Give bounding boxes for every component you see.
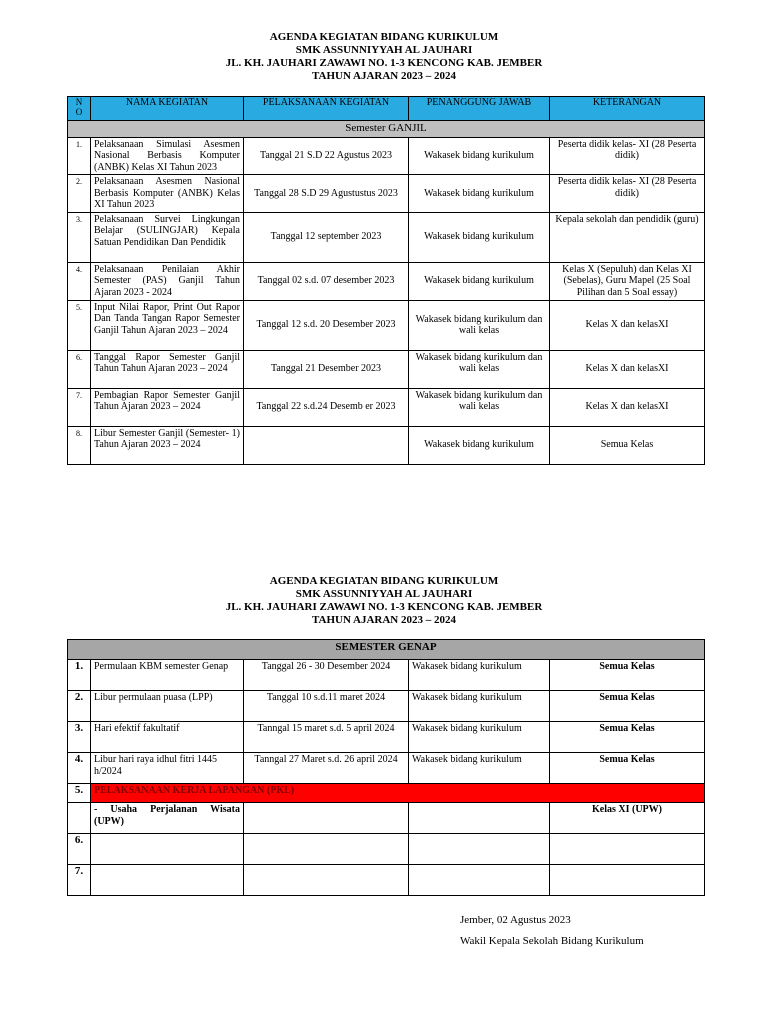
table-row — [68, 388, 705, 426]
table-row — [68, 753, 705, 784]
activity-date: Tanggal 28 S.D 29 Agustustus 2023 — [244, 175, 409, 213]
row-number: 7. — [68, 388, 91, 426]
person-in-charge: Wakasek bidang kurikulum — [409, 722, 550, 753]
activity-date: Tanggal 21 Desember 2023 — [244, 350, 409, 388]
header-address: JL. KH. JAUHARI ZAWAWI NO. 1-3 KENCONG KAB. JEMBER — [225, 601, 543, 613]
table-row — [68, 834, 705, 865]
activity-name: - Usaha Perjalanan Wisata (UPW) — [91, 803, 244, 834]
activity-date: Tanggal 12 september 2023 — [244, 212, 409, 262]
activity-date — [244, 803, 409, 834]
row-number: 5. — [68, 300, 91, 350]
column-header-no: N O — [68, 97, 91, 121]
activity-date — [244, 426, 409, 464]
table-row — [68, 350, 705, 388]
activity-date: Tanggal 22 s.d.24 Desemb er 2023 — [244, 388, 409, 426]
person-in-charge: Wakasek bidang kurikulum — [409, 753, 550, 784]
person-in-charge: Wakasek bidang kurikulum — [409, 137, 550, 175]
activity-name: Pembagian Rapor Semester Ganjil Tahun Ajaran 2023 – 2024 — [91, 388, 244, 426]
activity-name: Pelaksanaan Survei Lingkungan Belajar (SULINGJAR) Kepala Satuan Pendidikan Dan Pendidik — [91, 212, 244, 262]
remarks: Kelas X dan kelasXI — [550, 300, 705, 350]
person-in-charge: Wakasek bidang kurikulum dan wali kelas — [409, 300, 550, 350]
header-year: TAHUN AJARAN 2023 – 2024 — [311, 70, 457, 82]
person-in-charge: Wakasek bidang kurikulum — [409, 212, 550, 262]
table-row — [68, 262, 705, 300]
activity-date: Tanggal 21 S.D 22 Agustus 2023 — [244, 137, 409, 175]
row-number: 2. — [68, 691, 91, 722]
row-number: 6. — [68, 350, 91, 388]
activity-name: Tanggal Rapor Semester Ganjil Tahun Tahun Ajaran 2023 – 2024 — [91, 350, 244, 388]
table-row — [68, 722, 705, 753]
person-in-charge: Wakasek bidang kurikulum dan wali kelas — [409, 350, 550, 388]
activity-name: Hari efektif fakultatif — [91, 722, 244, 753]
table-row — [68, 300, 705, 350]
column-header-penanggung: PENANGGUNG JAWAB — [409, 97, 550, 121]
agenda-table-ganjil — [67, 96, 705, 465]
person-in-charge — [409, 834, 550, 865]
activity-date: Tanggal 02 s.d. 07 desember 2023 — [244, 262, 409, 300]
activity-date — [244, 834, 409, 865]
person-in-charge: Wakasek bidang kurikulum — [409, 175, 550, 213]
row-number: 5. — [68, 784, 91, 803]
table-row — [68, 865, 705, 896]
remarks: Semua Kelas — [550, 722, 705, 753]
remarks: Semua Kelas — [550, 660, 705, 691]
remarks: Peserta didik kelas- XI (28 Peserta didik) — [550, 137, 705, 175]
remarks: Kelas X dan kelasXI — [550, 350, 705, 388]
row-number: 4. — [68, 753, 91, 784]
agenda-table-genap — [67, 639, 705, 896]
table-row — [68, 137, 705, 175]
activity-name: Permulaan KBM semester Genap — [91, 660, 244, 691]
remarks: Peserta didik kelas- XI (28 Peserta didik) — [550, 175, 705, 213]
person-in-charge: Wakasek bidang kurikulum dan wali kelas — [409, 388, 550, 426]
header-title: AGENDA KEGIATAN BIDANG KURIKULUM — [269, 575, 499, 587]
row-number: 7. — [68, 865, 91, 896]
remarks — [550, 834, 705, 865]
remarks: Kelas XI (UPW) — [550, 803, 705, 834]
activity-date: Tanngal 27 Maret s.d. 26 april 2024 — [244, 753, 409, 784]
table-row — [68, 691, 705, 722]
activity-name: Libur hari raya idhul fitri 1445 h/2024 — [91, 753, 244, 784]
remarks: Semua Kelas — [550, 691, 705, 722]
header-school: SMK ASSUNNIYYAH AL JAUHARI — [295, 588, 473, 600]
document-header-2 — [0, 575, 768, 627]
activity-date — [244, 865, 409, 896]
activity-date: Tanggal 12 s.d. 20 Desember 2023 — [244, 300, 409, 350]
table-row — [68, 426, 705, 464]
row-number: 3. — [68, 722, 91, 753]
person-in-charge: Wakasek bidang kurikulum — [409, 691, 550, 722]
remarks: Semua Kelas — [550, 426, 705, 464]
remarks: Kelas X (Sepuluh) dan Kelas XI (Sebelas), Guru Mapel (25 Soal Pilihan dan 5 Soal essay) — [550, 262, 705, 300]
activity-date: Tanggal 26 - 30 Desember 2024 — [244, 660, 409, 691]
header-address: JL. KH. JAUHARI ZAWAWI NO. 1-3 KENCONG KAB. JEMBER — [225, 57, 543, 69]
activity-date: Tanggal 10 s.d.11 maret 2024 — [244, 691, 409, 722]
activity-name: Pelaksanaan Penilaian Akhir Semester (PAS) Ganjil Tahun Ajaran 2023 - 2024 — [91, 262, 244, 300]
activity-name: Pelaksanaan Asesmen Nasional Berbasis Komputer (ANBK) Kelas XI Tahun 2023 — [91, 175, 244, 213]
pkl-section-label: PELAKSANAAN KERJA LAPANGAN (PKL) — [91, 784, 705, 803]
activity-date: Tanngal 15 maret s.d. 5 april 2024 — [244, 722, 409, 753]
activity-name — [91, 865, 244, 896]
activity-name: Libur Semester Ganjil (Semester- 1) Tahun Ajaran 2023 – 2024 — [91, 426, 244, 464]
remarks: Semua Kelas — [550, 753, 705, 784]
person-in-charge — [409, 803, 550, 834]
table-row-pkl — [68, 784, 705, 803]
person-in-charge: Wakasek bidang kurikulum — [409, 660, 550, 691]
person-in-charge: Wakasek bidang kurikulum — [409, 262, 550, 300]
row-number: 4. — [68, 262, 91, 300]
column-header-pelaksanaan: PELAKSANAAN KEGIATAN — [244, 97, 409, 121]
remarks: Kelas X dan kelasXI — [550, 388, 705, 426]
header-title: AGENDA KEGIATAN BIDANG KURIKULUM — [269, 31, 499, 43]
table-row — [68, 660, 705, 691]
document-header-1 — [0, 31, 768, 83]
table-row — [68, 175, 705, 213]
column-header-keterangan: KETERANGAN — [550, 97, 705, 121]
person-in-charge — [409, 865, 550, 896]
row-number: 3. — [68, 212, 91, 262]
row-number: 1. — [68, 137, 91, 175]
row-number: 2. — [68, 175, 91, 213]
semester-label: Semester GANJIL — [68, 121, 705, 138]
column-header-nama: NAMA KEGIATAN — [91, 97, 244, 121]
row-number: 6. — [68, 834, 91, 865]
person-in-charge: Wakasek bidang kurikulum — [409, 426, 550, 464]
signature-title: Wakil Kepala Sekolah Bidang Kurikulum — [460, 935, 644, 947]
activity-name: Pelaksanaan Simulasi Asesmen Nasional Berbasis Komputer (ANBK) Kelas XI Tahun 2023 — [91, 137, 244, 175]
remarks: Kepala sekolah dan pendidik (guru) — [550, 212, 705, 262]
header-year: TAHUN AJARAN 2023 – 2024 — [311, 614, 457, 626]
row-number — [68, 803, 91, 834]
semester-label: SEMESTER GENAP — [68, 640, 705, 660]
activity-name: Input Nilai Rapor, Print Out Rapor Dan Tanda Tangan Rapor Semester Ganjil Tahun Ajaran 2023 – 2024 — [91, 300, 244, 350]
signature-place-date: Jember, 02 Agustus 2023 — [460, 914, 571, 926]
header-school: SMK ASSUNNIYYAH AL JAUHARI — [295, 44, 473, 56]
remarks — [550, 865, 705, 896]
table-row — [68, 803, 705, 834]
row-number: 8. — [68, 426, 91, 464]
table-row — [68, 212, 705, 262]
activity-name — [91, 834, 244, 865]
activity-name: Libur permulaan puasa (LPP) — [91, 691, 244, 722]
row-number: 1. — [68, 660, 91, 691]
